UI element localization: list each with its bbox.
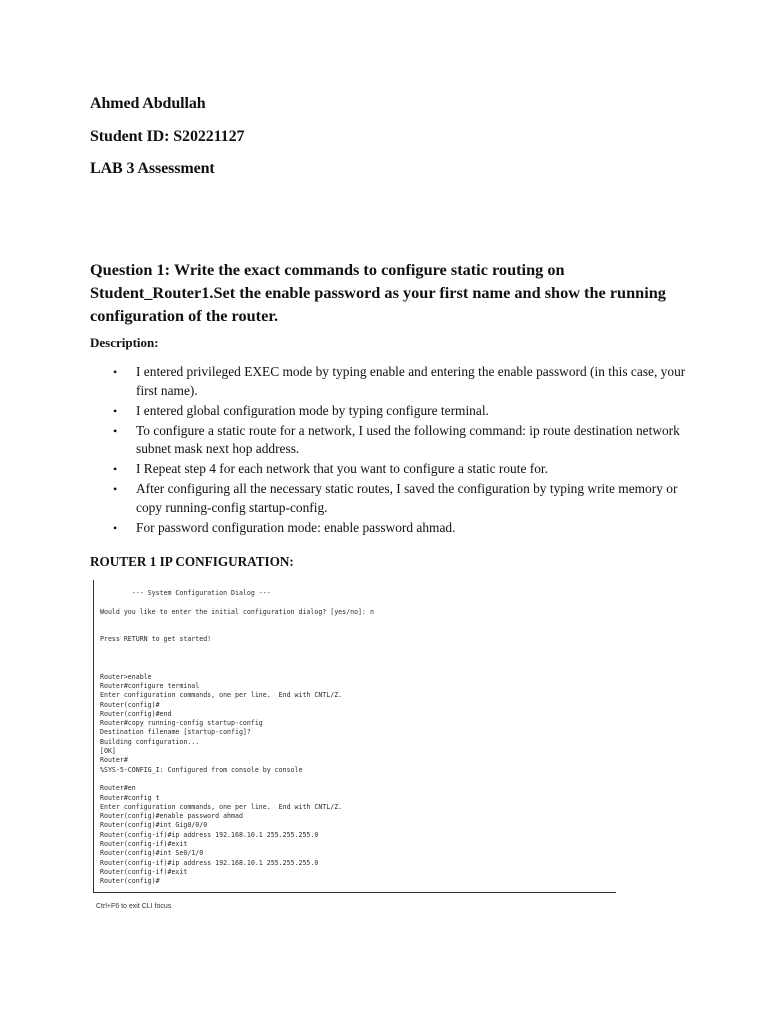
bullet-icon: • (113, 462, 118, 476)
list-item (90, 519, 690, 538)
bullet-icon: • (113, 365, 118, 379)
question-title: Question 1: Write the exact commands to configure static routing on Student_Router1.Set the enable password as your first name and show the running configuration of the router. (90, 260, 666, 325)
list-item (90, 402, 690, 421)
list-item-text: I entered global configuration mode by typing configure terminal. (136, 402, 489, 418)
cli-screenshot (93, 580, 616, 893)
description-label: Description: (90, 335, 159, 350)
router-config-heading: ROUTER 1 IP CONFIGURATION: (90, 554, 294, 569)
description-list (90, 363, 690, 539)
bullet-icon: • (113, 403, 118, 418)
list-item-text: I Repeat step 4 for each network that you want to configure a static route for. (136, 461, 548, 476)
list-item (90, 422, 690, 459)
student-id: Student ID: S20221127 (90, 128, 245, 145)
list-item (90, 480, 690, 517)
list-item-text: I entered privileged EXEC mode by typing enable and entering the enable password (in this case, your first name). (136, 364, 686, 398)
list-item (90, 460, 690, 479)
student-name: Ahmed Abdullah (90, 95, 206, 112)
cli-output: --- System Configuration Dialog --- Would you like to enter the initial configuration dialog? [yes/no]: n Press RETURN to get started! Router>enable Router#configure terminal Enter configuration commands, one per line. End with CNTL/Z. Router(config)# Router(config)#end Router#copy running-config startup-config Destination filename [startup-config]? Building configuration... [OK] Router# %SYS-5-CONFIG_I: Configured from console by console Router#en Router#config t Enter configuration commands, one per line. End with CNTL/Z. Router(config)#enable password ahmad Router(config)#int Gig0/0/0 Router(config-if)#ip address 192.168.10.1 255.255.255.0 Router(config-if)#exit Router(config)#int Se0/1/0 Router(config-if)#ip address 192.168.10.1 255.255.255.0 Router(config-if)#exit Router(config)# (100, 589, 374, 886)
bullet-icon: • (113, 423, 118, 438)
list-item (90, 363, 690, 400)
cli-footer-hint: Ctrl+F6 to exit CLI focus (96, 903, 172, 910)
list-item-text: After configuring all the necessary static routes, I saved the configuration by typing write memory or copy running-config startup-config. (136, 481, 678, 515)
bullet-icon: • (113, 482, 118, 496)
list-item-text: To configure a static route for a network, I used the following command: ip route destination network subnet mask next hop address. (136, 422, 680, 456)
bullet-icon: • (113, 520, 118, 535)
list-item-text: For password configuration mode: enable password ahmad. (136, 519, 456, 535)
lab-title: LAB 3 Assessment (90, 160, 215, 177)
